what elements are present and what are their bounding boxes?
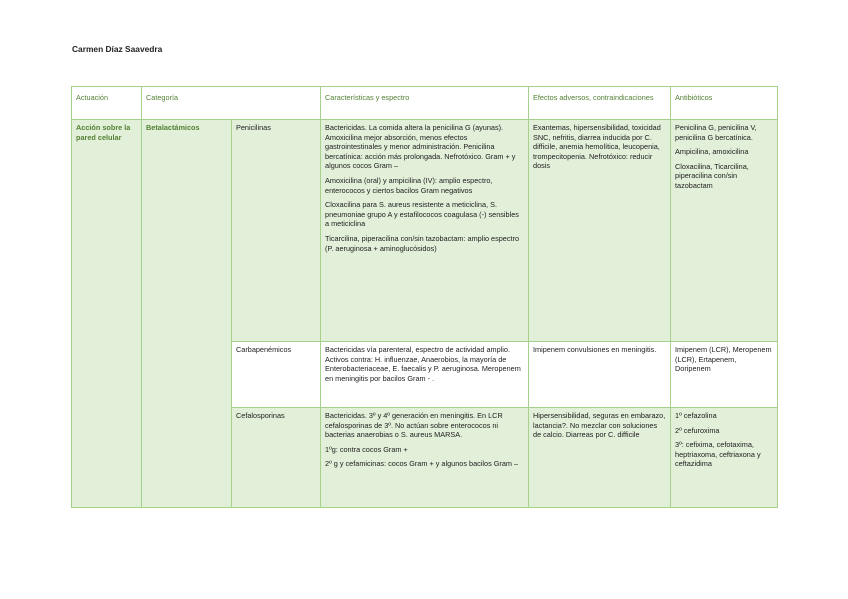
antibioticos-cell [671, 408, 778, 508]
header-efectos: Efectos adversos, contraindicaciones [529, 87, 671, 120]
caracteristicas-paragraph: Bactericidas vía parenteral, espectro de actividad amplio. Activos contra: H. influenzae, Anaerobios, la mayoría de Enterobacteriaceae, E. faecalis y P. aeruginosa. Meropenem en meningitis por bacilos Gram - . [325, 345, 521, 383]
table-row [72, 120, 778, 342]
categoria-cell: Betalactámicos [142, 120, 232, 508]
subcategoria-cell: Cefalosporinas [232, 408, 321, 508]
antibioticos-paragraph: 1º cefazolina [675, 411, 717, 420]
caracteristicas-paragraph: Amoxicilina (oral) y ampicilina (IV): amplio espectro, enterococos y ciertos bacilos Gram negativos [325, 175, 493, 195]
caracteristicas-cell [321, 342, 529, 408]
header-actuacion: Actuación [72, 87, 142, 120]
caracteristicas-paragraph: 1ºg: contra cocos Gram + [325, 444, 408, 454]
header-antibioticos: Antibióticos [671, 87, 778, 120]
caracteristicas-paragraph: Cloxacilina para S. aureus resistente a meticiclina, S. pneumoniae grupo A y estafilococos coagulasa (-) sensibles a meticiclina [325, 200, 519, 229]
efectos-paragraph: Exantemas, hipersensibilidad, toxicidad SNC, nefritis, diarrea inducida por C. difficile, anemia hemolítica, leucopenia, trompecitopenia. Nefrotóxico: reducir dosis [533, 123, 661, 171]
antibioticos-paragraph: Cloxacilina, Ticarcilina, piperacilina con/sin tazobactam [675, 161, 749, 190]
subcategoria-cell: Carbapenémicos [232, 342, 321, 408]
antibioticos-cell [671, 342, 778, 408]
antibioticos-paragraph: 2º cefuroxima [675, 425, 720, 435]
antibioticos-paragraph: Imipenem (LCR), Meropenem (LCR), Ertapenem, Doripenem [675, 345, 772, 374]
subcategoria-cell: Penicilinas [232, 120, 321, 342]
table-header-row [72, 87, 778, 120]
efectos-cell [529, 342, 671, 408]
caracteristicas-cell [321, 408, 529, 508]
author-name: Carmen Díaz Saavedra [72, 44, 163, 54]
caracteristicas-paragraph: 2º g y cefamicinas: cocos Gram + y algunos bacilos Gram – [325, 459, 519, 469]
antibioticos-cell [671, 120, 778, 342]
header-categoria: Categoría [142, 87, 321, 120]
efectos-cell [529, 408, 671, 508]
efectos-paragraph: Hipersensibilidad, seguras en embarazo, lactancia?. No mezclar con soluciones de calcio. Diarreas por C. difficile [533, 411, 666, 440]
antibioticos-paragraph: Penicilina G, penicilina V, penicilina G bercatínica. [675, 123, 757, 142]
antibioticos-paragraph: 3º: cefixima, cefotaxima, heptriaxoma, ceftriaxona y ceftazidima [675, 440, 761, 469]
antibiotics-table [71, 86, 778, 508]
actuacion-cell: Acción sobre la pared celular [72, 120, 142, 508]
efectos-cell [529, 120, 671, 342]
caracteristicas-cell [321, 120, 529, 342]
header-caracteristicas: Características y espectro [321, 87, 529, 120]
antibioticos-paragraph: Ampicilina, amoxicilina [675, 147, 749, 157]
caracteristicas-paragraph: Bactericidas. 3º y 4º generación en meningitis. En LCR cefalosporinas de 3º. No actúan sobre enterococos ni bacterias anaerobias o S. aureus MARSA. [325, 411, 503, 440]
caracteristicas-paragraph: Ticarcilina, piperacilina con/sin tazobactam: amplio espectro (P. aeruginosa + aminoglucósidos) [325, 233, 520, 253]
caracteristicas-paragraph: Bactericidas. La comida altera la penicilina G (ayunas). Amoxicilina mejor absorción, menos efectos gastrointestinales y menor administración. Penicilina bercatínica: acción más prolongada. Nefrotóxico. Gram + y algunos cocos Gram – [325, 123, 516, 171]
efectos-paragraph: Imipenem convulsiones en meningitis. [533, 345, 657, 354]
